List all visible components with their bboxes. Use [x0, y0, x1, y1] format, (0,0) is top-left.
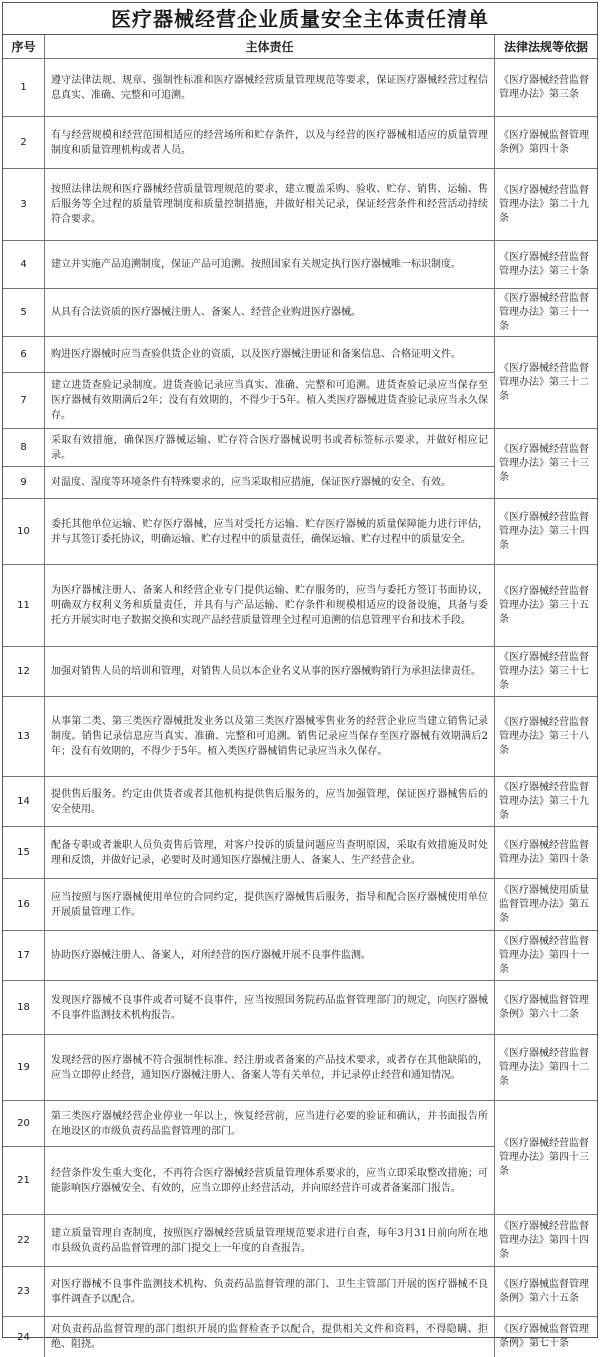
responsibility-text: 建立进货查验记录制度。进货查验记录应当真实、准确、完整和可追溯。进货查验记录应当保存至医疗器械有效期满后2年；没有有效期的，不得少于5年。植入类医疗器械进货查验记录应当永久保存。 — [45, 373, 495, 429]
legal-basis: 《医疗器械经营监督管理办法》第三十四条 — [495, 499, 597, 565]
responsibility-text: 协助医疗器械注册人、备案人，对所经营的医疗器械开展不良事件监测。 — [45, 931, 495, 981]
legal-basis: 《医疗器械监督管理条例》第六十二条 — [495, 981, 597, 1035]
responsibility-text: 对温度、湿度等环境条件有特殊要求的，应当采取相应措施，保证医疗器械的安全、有效。 — [45, 467, 495, 499]
row-number: 12 — [3, 647, 45, 697]
row-number: 13 — [3, 697, 45, 777]
legal-basis: 《医疗器械经营监督管理办法》第三十一条 — [495, 289, 597, 337]
responsibility-text: 有与经营规模和经营范围相适应的经营场所和贮存条件，以及与经营的医疗器械相适应的质量管理制度和质量管理机构或者人员。 — [45, 117, 495, 169]
row-number: 1 — [3, 59, 45, 117]
row-number: 22 — [3, 1215, 45, 1267]
responsibility-text: 第三类医疗器械经营企业停业一年以上，恢复经营前，应当进行必要的验证和确认，并书面报告所在地设区的市级负责药品监督管理的部门。 — [45, 1101, 495, 1147]
row-number: 16 — [3, 879, 45, 931]
header-law: 法律法规等依据 — [495, 35, 597, 59]
row-number: 21 — [3, 1147, 45, 1215]
row-number: 10 — [3, 499, 45, 565]
row-number: 19 — [3, 1035, 45, 1101]
legal-basis: 《医疗器械经营监督管理办法》第三十八条 — [495, 697, 597, 777]
header-duty: 主体责任 — [45, 35, 495, 59]
responsibility-text: 建立质量管理自查制度，按照医疗器械经营质量管理规范要求进行自查，每年3月31日前向所在地市县级负责药品监督管理的部门提交上一年度的自查报告。 — [45, 1215, 495, 1267]
responsibility-text: 对医疗器械不良事件监测技术机构、负责药品监督管理的部门、卫生主管部门开展的医疗器械不良事件调查予以配合。 — [45, 1267, 495, 1317]
responsibility-text: 遵守法律法规、规章、强制性标准和医疗器械经营质量管理规范等要求，保证医疗器械经营过程信息真实、准确、完整和可追溯。 — [45, 59, 495, 117]
row-number: 24 — [3, 1317, 45, 1357]
row-number: 17 — [3, 931, 45, 981]
responsibility-text: 建立并实施产品追溯制度，保证产品可追溯。按照国家有关规定执行医疗器械唯一标识制度。 — [45, 241, 495, 289]
responsibility-text: 经营条件发生重大变化，不再符合医疗器械经营质量管理体系要求的，应当立即采取整改措施；可能影响医疗器械安全、有效的，应当立即停止经营活动，并向原经营许可或者备案部门报告。 — [45, 1147, 495, 1215]
responsibility-text: 从具有合法资质的医疗器械注册人、备案人、经营企业购进医疗器械。 — [45, 289, 495, 337]
legal-basis: 《医疗器械经营监督管理办法》第四十二条 — [495, 1035, 597, 1101]
legal-basis: 《医疗器械经营监督管理办法》第三十七条 — [495, 647, 597, 697]
legal-basis: 《医疗器械监督管理条例》第六十五条 — [495, 1267, 597, 1317]
document-title: 医疗器械经营企业质量安全主体责任清单 — [3, 3, 597, 35]
responsibility-text: 从事第二类、第三类医疗器械批发业务以及第三类医疗器械零售业务的经营企业应当建立销售记录制度。销售记录信息应当真实、准确、完整和可追溯。销售记录应当保存至医疗器械有效期满后2年；没有有效期的，不得少于5年。植入类医疗器械销售记录应当永久保存。 — [45, 697, 495, 777]
responsibility-text: 发现医疗器械不良事件或者可疑不良事件，应当按照国务院药品监督管理部门的规定，向医疗器械不良事件监测技术机构报告。 — [45, 981, 495, 1035]
legal-basis: 《医疗器械使用质量监督管理办法》第五条 — [495, 879, 597, 931]
responsibility-text: 加强对销售人员的培训和管理，对销售人员以本企业名义从事的医疗器械购销行为承担法律责任。 — [45, 647, 495, 697]
legal-basis: 《医疗器械经营监督管理办法》第四十条 — [495, 827, 597, 879]
row-number: 11 — [3, 565, 45, 647]
row-number: 7 — [3, 373, 45, 429]
row-number: 5 — [3, 289, 45, 337]
responsibility-text: 按照法律法规和医疗器械经营质量管理规范的要求，建立覆盖采购、验收、贮存、销售、运输、售后服务等全过程的质量管理制度和质量控制措施，并做好相关记录，保证经营条件和经营活动持续符合要求。 — [45, 169, 495, 241]
legal-basis: 《医疗器械经营监督管理办法》第三条 — [495, 59, 597, 117]
legal-basis: 《医疗器械经营监督管理办法》第三十三条 — [495, 429, 597, 499]
row-number: 23 — [3, 1267, 45, 1317]
legal-basis: 《医疗器械经营监督管理办法》第三十五条 — [495, 565, 597, 647]
row-number: 18 — [3, 981, 45, 1035]
responsibility-list-document — [2, 2, 598, 1350]
responsibility-text: 配备专职或者兼职人员负责售后管理，对客户投诉的质量问题应当查明原因，采取有效措施及时处理和反馈，并做好记录，必要时及时通知医疗器械注册人、备案人、生产经营企业。 — [45, 827, 495, 879]
row-number: 2 — [3, 117, 45, 169]
responsibility-text: 应当按照与医疗器械使用单位的合同约定，提供医疗器械售后服务，指导和配合医疗器械使用单位开展质量管理工作。 — [45, 879, 495, 931]
responsibility-text: 委托其他单位运输、贮存医疗器械，应当对受托方运输、贮存医疗器械的质量保障能力进行评估，并与其签订委托协议，明确运输、贮存过程中的质量责任，确保运输、贮存过程中的质量安全。 — [45, 499, 495, 565]
responsibility-text: 购进医疗器械时应当查验供货企业的资质，以及医疗器械注册证和备案信息、合格证明文件。 — [45, 337, 495, 373]
responsibility-text: 发现经营的医疗器械不符合强制性标准、经注册或者备案的产品技术要求，或者存在其他缺陷的，应当立即停止经营，通知医疗器械注册人、备案人等有关单位，并记录停止经营和通知情况。 — [45, 1035, 495, 1101]
row-number: 20 — [3, 1101, 45, 1147]
responsibility-text: 采取有效措施，确保医疗器械运输、贮存符合医疗器械说明书或者标签标示要求，并做好相应记录。 — [45, 429, 495, 467]
legal-basis: 《医疗器械经营监督管理办法》第三十二条 — [495, 337, 597, 429]
legal-basis: 《医疗器械经营监督管理办法》第三十九条 — [495, 777, 597, 827]
legal-basis: 《医疗器械经营监督管理办法》第四十一条 — [495, 931, 597, 981]
row-number: 6 — [3, 337, 45, 373]
responsibility-text: 提供售后服务。约定由供货者或者其他机构提供售后服务的，应当加强管理，保证医疗器械售后的安全使用。 — [45, 777, 495, 827]
legal-basis: 《医疗器械监督管理条例》第七十条 — [499, 1324, 589, 1349]
responsibility-text: 对负责药品监督管理的部门组织开展的监督检查予以配合，提供相关文件和资料，不得隐瞒、拒绝、阻挠。 — [45, 1317, 495, 1357]
legal-basis: 《医疗器械经营监督管理办法》第三十条 — [495, 241, 597, 289]
row-number: 4 — [3, 241, 45, 289]
responsibility-table — [3, 35, 597, 1357]
responsibility-text: 为医疗器械注册人、备案人和经营企业专门提供运输、贮存服务的，应当与委托方签订书面协议，明确双方权利义务和质量责任，并具有与产品运输、贮存条件和规模相适应的设备设施，具备与委托方开展实时电子数据交换和实现产品经营质量管理全过程可追溯的信息管理平台和技术手段。 — [45, 565, 495, 647]
legal-basis: 《医疗器械经营监督管理办法》第二十九条 — [495, 169, 597, 241]
row-number: 3 — [3, 169, 45, 241]
legal-basis: 《医疗器械经营监督管理办法》第四十三条 — [495, 1101, 597, 1215]
row-number: 8 — [3, 429, 45, 467]
header-no: 序号 — [3, 35, 45, 59]
legal-basis: 《医疗器械经营监督管理办法》第四十四条 — [495, 1215, 597, 1267]
row-number: 9 — [3, 467, 45, 499]
row-number: 14 — [3, 777, 45, 827]
row-number: 15 — [3, 827, 45, 879]
legal-basis: 《医疗器械监督管理条例》第四十条 — [495, 117, 597, 169]
